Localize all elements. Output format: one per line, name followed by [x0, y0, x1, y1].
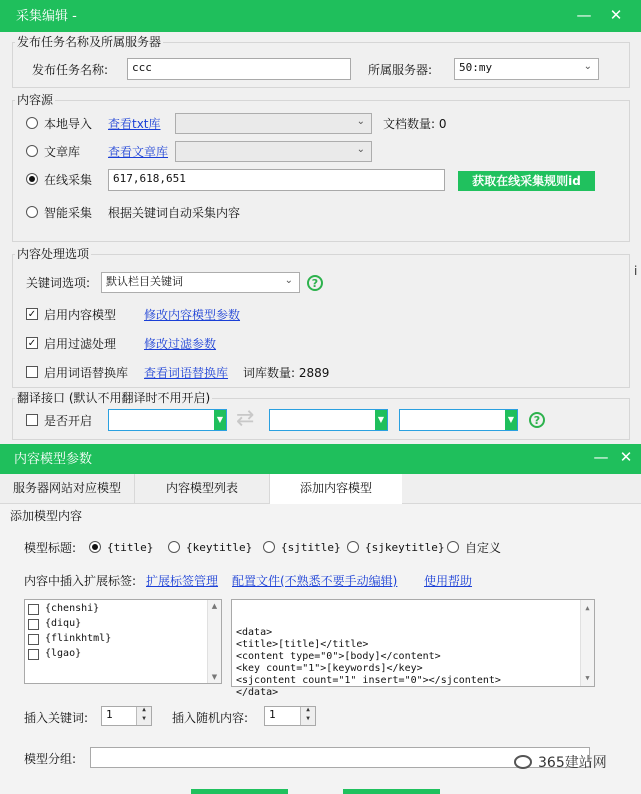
enable-filter-label: 启用过滤处理: [44, 337, 117, 351]
background-window-edge: i: [634, 264, 638, 278]
smart-collect-label: 智能采集: [44, 206, 93, 220]
chevron-down-icon: ⌄: [583, 61, 592, 72]
tag-checkbox[interactable]: [28, 604, 39, 615]
scroll-up-icon[interactable]: ▲: [585, 604, 590, 612]
chevron-down-icon: ▼: [505, 410, 517, 430]
keyword-option-label: 关键词选项:: [26, 276, 91, 290]
view-synonym-link[interactable]: 查看词语替换库: [144, 366, 229, 380]
confirm-button[interactable]: [191, 789, 288, 794]
server-label: 所属服务器:: [368, 63, 433, 77]
edit-model-link[interactable]: 修改内容模型参数: [144, 308, 241, 322]
translate-legend: 翻译接口 (默认不用翻译时不用开启): [17, 391, 211, 405]
custom-option-label: 自定义: [465, 541, 502, 555]
chevron-down-icon: ⌄: [356, 144, 365, 155]
window-titlebar[interactable]: [0, 0, 641, 32]
keytitle-option-label: {keytitle}: [186, 541, 253, 554]
tab-add-model[interactable]: 添加内容模型: [270, 474, 402, 504]
tag-item: {diqu}: [45, 618, 82, 629]
scroll-down-icon[interactable]: ▼: [211, 673, 218, 681]
tab-model-list[interactable]: 内容模型列表: [135, 474, 270, 503]
keyword-option-value: 默认栏目关键词: [106, 275, 183, 288]
dialog-titlebar[interactable]: [0, 444, 641, 474]
keytitle-option-radio[interactable]: [168, 541, 180, 553]
txt-lib-select[interactable]: [175, 113, 372, 134]
title-option-label: {title}: [107, 541, 154, 554]
tag-item: {chenshi}: [45, 603, 100, 614]
tag-checkbox[interactable]: [28, 634, 39, 645]
insert-keyword-stepper[interactable]: [101, 706, 152, 726]
dialog-title: 内容模型参数: [14, 452, 93, 467]
lib-count-label: 词库数量: 2889: [243, 366, 330, 380]
insert-random-value: 1: [269, 708, 276, 721]
minimize-button[interactable]: —: [576, 6, 592, 24]
server-value: 50:my: [459, 61, 493, 74]
stepper-up-icon[interactable]: ▲: [136, 707, 151, 716]
sjkeytitle-option-radio[interactable]: [347, 541, 359, 553]
enable-model-checkbox[interactable]: ✓: [27, 309, 37, 320]
swap-icon[interactable]: ⇄: [236, 406, 255, 431]
view-article-link[interactable]: 查看文章库: [108, 145, 169, 159]
wechat-icon: [514, 755, 532, 769]
keyword-option-select[interactable]: [101, 272, 300, 293]
window-title: 采集编辑 -: [16, 9, 77, 24]
task-name-label: 发布任务名称:: [32, 63, 109, 77]
model-title-label: 模型标题:: [24, 541, 77, 555]
listbox-scrollbar[interactable]: [207, 600, 221, 683]
translate-enable-checkbox[interactable]: [26, 414, 38, 426]
local-import-radio[interactable]: [26, 117, 38, 129]
tag-item: {flinkhtml}: [45, 633, 112, 644]
model-group-label: 模型分组:: [24, 752, 77, 766]
task-server-legend: 发布任务名称及所属服务器: [17, 35, 162, 49]
textarea-scrollbar[interactable]: [580, 600, 594, 686]
ext-tag-link[interactable]: 扩展标签管理: [146, 574, 219, 588]
translate-enable-label: 是否开启: [44, 414, 93, 428]
translate-target-select[interactable]: [269, 409, 388, 431]
tag-checkbox[interactable]: [28, 619, 39, 630]
local-import-label: 本地导入: [44, 117, 93, 131]
server-select[interactable]: [454, 58, 599, 80]
smart-collect-radio[interactable]: [26, 206, 38, 218]
tab-server-model[interactable]: 服务器网站对应模型: [0, 474, 135, 503]
article-lib-label: 文章库: [44, 145, 81, 159]
tag-item: {lgao}: [45, 648, 82, 659]
chevron-down-icon: ▼: [214, 410, 226, 430]
article-lib-radio[interactable]: [26, 145, 38, 157]
watermark-text: 365建站网: [538, 755, 607, 771]
content-source-legend: 内容源: [17, 93, 54, 107]
title-option-radio[interactable]: [89, 541, 101, 553]
get-rule-id-button[interactable]: 获取在线采集规则id: [458, 171, 595, 191]
custom-option-radio[interactable]: [447, 541, 459, 553]
chevron-down-icon: ⌄: [284, 275, 293, 286]
edit-filter-link[interactable]: 修改过滤参数: [144, 337, 217, 351]
doc-count-label: 文档数量: 0: [383, 117, 447, 131]
help-link[interactable]: 使用帮助: [424, 574, 473, 588]
insert-tag-label: 内容中插入扩展标签:: [24, 574, 137, 588]
config-file-link[interactable]: 配置文件(不熟悉不要手动编辑): [232, 574, 398, 588]
insert-keyword-label: 插入关键词:: [24, 711, 89, 725]
template-text: <data> <title>[title]</title> <content type="0">[body]</content> <key count="1">[keywords]</key> <sjcontent count="1" insert="0"></sjcontent> </data>: [236, 627, 501, 698]
sjtitle-option-radio[interactable]: [263, 541, 275, 553]
task-name-input[interactable]: ccc: [127, 58, 351, 80]
enable-synonym-checkbox[interactable]: [26, 366, 38, 378]
chevron-down-icon: ▼: [375, 410, 387, 430]
tag-checkbox[interactable]: [28, 649, 39, 660]
close-button[interactable]: ✕: [619, 448, 633, 466]
cancel-button[interactable]: [343, 789, 440, 794]
scroll-down-icon[interactable]: ▼: [585, 674, 590, 682]
online-collect-label: 在线采集: [44, 173, 93, 187]
stepper-down-icon[interactable]: ▼: [136, 716, 151, 725]
enable-synonym-label: 启用词语替换库: [44, 366, 129, 380]
help-icon[interactable]: ?: [307, 275, 323, 291]
translate-source-select[interactable]: [108, 409, 227, 431]
chevron-down-icon: ⌄: [356, 116, 365, 127]
article-lib-select[interactable]: [175, 141, 372, 162]
online-collect-input[interactable]: 617,618,651: [108, 169, 445, 191]
tag-listbox[interactable]: [24, 599, 222, 684]
view-txt-link[interactable]: 查看txt库: [108, 117, 161, 131]
help-icon[interactable]: ?: [529, 412, 545, 428]
sjtitle-option-label: {sjtitle}: [281, 541, 341, 554]
translate-engine-select[interactable]: [399, 409, 518, 431]
minimize-button[interactable]: —: [593, 448, 609, 466]
insert-random-label: 插入随机内容:: [172, 711, 249, 725]
scroll-up-icon[interactable]: ▲: [211, 602, 218, 610]
close-button[interactable]: ✕: [609, 6, 623, 24]
smart-collect-desc: 根据关键词自动采集内容: [108, 206, 241, 220]
insert-random-stepper[interactable]: [264, 706, 316, 726]
sjkeytitle-option-label: {sjkeytitle}: [365, 541, 445, 554]
insert-keyword-value: 1: [106, 708, 113, 721]
enable-filter-checkbox[interactable]: ✓: [27, 338, 37, 349]
template-textarea[interactable]: [231, 599, 595, 698]
stepper-down-icon[interactable]: ▼: [300, 716, 315, 725]
online-collect-radio[interactable]: [26, 173, 38, 185]
content-process-legend: 内容处理选项: [17, 247, 90, 261]
stepper-up-icon[interactable]: ▲: [300, 707, 315, 716]
section-label: 添加模型内容: [10, 509, 83, 523]
enable-model-label: 启用内容模型: [44, 308, 117, 322]
